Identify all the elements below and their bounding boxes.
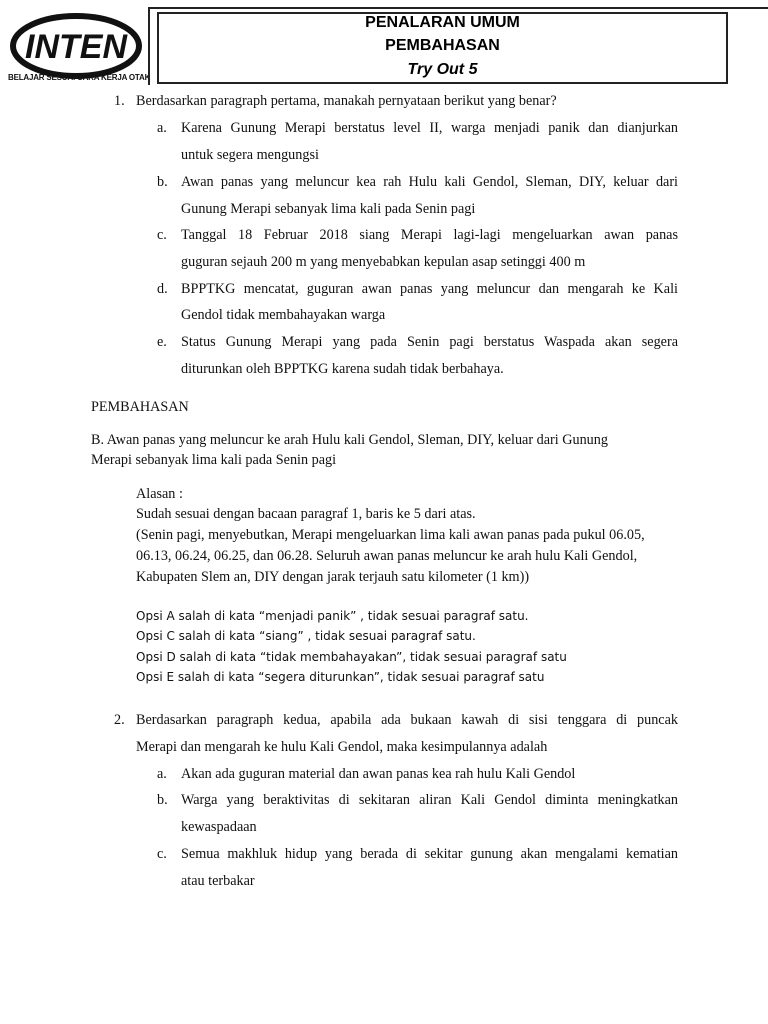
header-tryout: Try Out 5 (407, 61, 478, 78)
option-note-c: Opsi C salah di kata “siang” , tidak sesuai paragraf satu. (136, 629, 476, 643)
q1-option-c-letter: c. (157, 227, 167, 243)
q1-option-a-line2: untuk segera mengungsi (181, 147, 319, 163)
q2-option-b-line1: Warga yang beraktivitas di sekitaran aliran Kali Gendol diminta meningkatkan (181, 792, 678, 808)
q1-option-c-line1: Tanggal 18 Februar 2018 siang Merapi lagi-lagi mengeluarkan awan panas (181, 227, 678, 243)
header-subject: PENALARAN UMUM (365, 14, 520, 31)
q1-option-e-line1: Status Gunung Merapi yang pada Senin pagi berstatus Waspada akan segera (181, 334, 678, 350)
q1-option-c-line2: guguran sejauh 200 m yang menyebabkan kepulan asap setinggi 400 m (181, 254, 586, 270)
logo-tagline: BELAJAR SESUAI CARA KERJA OTAK (8, 73, 151, 82)
answer-line1: B. Awan panas yang meluncur ke arah Hulu kali Gendol, Sleman, DIY, keluar dari Gunung (91, 432, 608, 448)
q2-option-c-line2: atau terbakar (181, 873, 255, 889)
reason-line: 06.13, 06.24, 06.25, dan 06.28. Seluruh awan panas meluncur ke arah hulu Kali Gendol, (136, 548, 638, 564)
q1-option-e-letter: e. (157, 334, 167, 350)
q1-text: Berdasarkan paragraph pertama, manakah pernyataan berikut yang benar? (136, 93, 557, 109)
option-note-e: Opsi E salah di kata “segera diturunkan”, tidak sesuai paragraf satu (136, 670, 545, 684)
q2-option-b-line2: kewaspadaan (181, 819, 257, 835)
q2-line2: Merapi dan mengarah ke hulu Kali Gendol, maka kesimpulannya adalah (136, 739, 548, 755)
q1-option-d-letter: d. (157, 281, 168, 297)
discussion-heading: PEMBAHASAN (91, 399, 189, 415)
q1-option-e-line2: diturunkan oleh BPPTKG karena sudah tidak berbahaya. (181, 361, 504, 377)
q1-option-a-line1: Karena Gunung Merapi berstatus level II, warga menjadi panik dan dianjurkan (181, 120, 678, 136)
q1-option-b-line1: Awan panas yang meluncur kea rah Hulu kali Gendol, Sleman, DIY, keluar dari (181, 174, 678, 190)
header-section: PEMBAHASAN (385, 37, 500, 54)
q2-option-a-letter: a. (157, 766, 167, 782)
option-note-a: Opsi A salah di kata “menjadi panik” , tidak sesuai paragraf satu. (136, 609, 529, 623)
q1-option-d-line1: BPPTKG mencatat, guguran awan panas yang meluncur dan mengarah ke Kali (181, 281, 678, 297)
header-top-rule (148, 7, 768, 9)
q1-option-b-letter: b. (157, 174, 168, 190)
q1-option-b-line2: Gunung Merapi sebanyak lima kali pada Senin pagi (181, 201, 476, 217)
reason-line: (Senin pagi, menyebutkan, Merapi mengeluarkan lima kali awan panas pada pukul 06.05, (136, 527, 645, 543)
q2-line1: Berdasarkan paragraph kedua, apabila ada bukaan kawah di sisi tenggara di puncak (136, 712, 678, 728)
reason-line: Kabupaten Slem an, DIY dengan jarak terjauh satu kilometer (1 km)) (136, 569, 530, 585)
q2-option-b-letter: b. (157, 792, 168, 808)
q2-option-c-letter: c. (157, 846, 167, 862)
header-left-rule (148, 7, 150, 85)
option-note-d: Opsi D salah di kata “tidak membahayakan”, tidak sesuai paragraf satu (136, 650, 567, 664)
q1-option-a-letter: a. (157, 120, 167, 136)
q2-option-a-line1: Akan ada guguran material dan awan panas kea rah hulu Kali Gendol (181, 766, 576, 782)
q1-number: 1. (114, 93, 125, 109)
q2-number: 2. (114, 712, 125, 728)
q1-option-d-line2: Gendol tidak membahayakan warga (181, 307, 386, 323)
q2-option-c-line1: Semua makhluk hidup yang berada di sekitar gunung akan mengalami kematian (181, 846, 678, 862)
answer-line2: Merapi sebanyak lima kali pada Senin pagi (91, 452, 337, 468)
logo-brand: INTEN (25, 28, 127, 66)
reason-label: Alasan : (136, 486, 183, 502)
reason-line: Sudah sesuai dengan bacaan paragraf 1, baris ke 5 dari atas. (136, 506, 476, 522)
